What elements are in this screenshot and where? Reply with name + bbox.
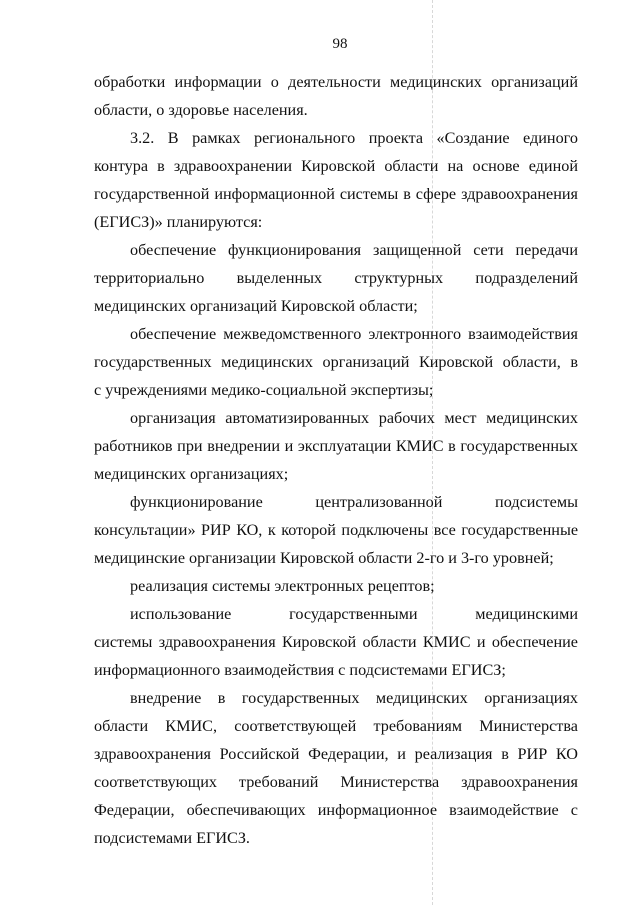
text-line: медицинские организации Кировской области 2-го и 3-го уровней; (94, 549, 554, 567)
text-line: территориально выделенных структурных подразделений (94, 269, 578, 287)
text-line: области КМИС, соответствующей требованиям Министерства (94, 717, 578, 735)
paragraph (94, 68, 578, 124)
text-line: соответствующих требований Министерства здравоохранения (94, 773, 578, 791)
paragraph (94, 236, 578, 320)
text-line: медицинских организациях; (94, 465, 289, 483)
paragraph (94, 684, 578, 852)
text-line: системы здравоохранения Кировской области КМИС и обеспечение (94, 633, 578, 651)
text-line: информационного взаимодействия с подсистемами ЕГИСЗ; (94, 661, 506, 679)
text-line: здравоохранения Российской Федерации, и реализация в РИР КО (94, 745, 578, 763)
paragraph (94, 124, 578, 236)
text-line: функционирование централизованной подсистемы (130, 493, 578, 511)
paragraph (94, 572, 578, 600)
text-line: консультации» РИР КО, к которой подключены все государственные (94, 521, 578, 539)
paragraph (94, 600, 578, 684)
text-line: (ЕГИСЗ)» планируются: (94, 213, 263, 231)
text-line: обработки информации о деятельности медицинских организаций (94, 73, 578, 91)
text-line: подсистемами ЕГИСЗ. (94, 829, 250, 847)
text-line: Федерации, обеспечивающих информационное взаимодействие с (94, 801, 578, 819)
document-body (94, 68, 578, 852)
paragraph (94, 488, 578, 572)
text-line: контура в здравоохранении Кировской области на основе единой (94, 157, 578, 175)
text-line: 3.2. В рамках регионального проекта «Создание единого (130, 129, 578, 147)
text-line: реализация системы электронных рецептов; (130, 577, 435, 595)
text-line: использование государственными медицинскими (130, 605, 578, 623)
paragraph (94, 320, 578, 404)
text-line: медицинских организаций Кировской области; (94, 297, 418, 315)
page-number: 98 (332, 36, 348, 52)
text-line: обеспечение межведомственного электронного взаимодействия (130, 325, 578, 343)
text-line: организация автоматизированных рабочих мест медицинских (130, 409, 578, 427)
text-line: обеспечение функционирования защищенной сети передачи (130, 241, 578, 259)
paragraph (94, 404, 578, 488)
text-line: области, о здоровье населения. (94, 101, 308, 119)
text-line: государственных медицинских организаций Кировской области, в (94, 353, 578, 371)
text-line: с учреждениями медико-социальной экспертизы; (94, 381, 434, 399)
text-line: внедрение в государственных медицинских организациях (130, 689, 578, 707)
text-line: государственной информационной системы в сфере здравоохранения (94, 185, 578, 203)
text-line: работников при внедрении и эксплуатации КМИС в государственных (94, 437, 578, 455)
